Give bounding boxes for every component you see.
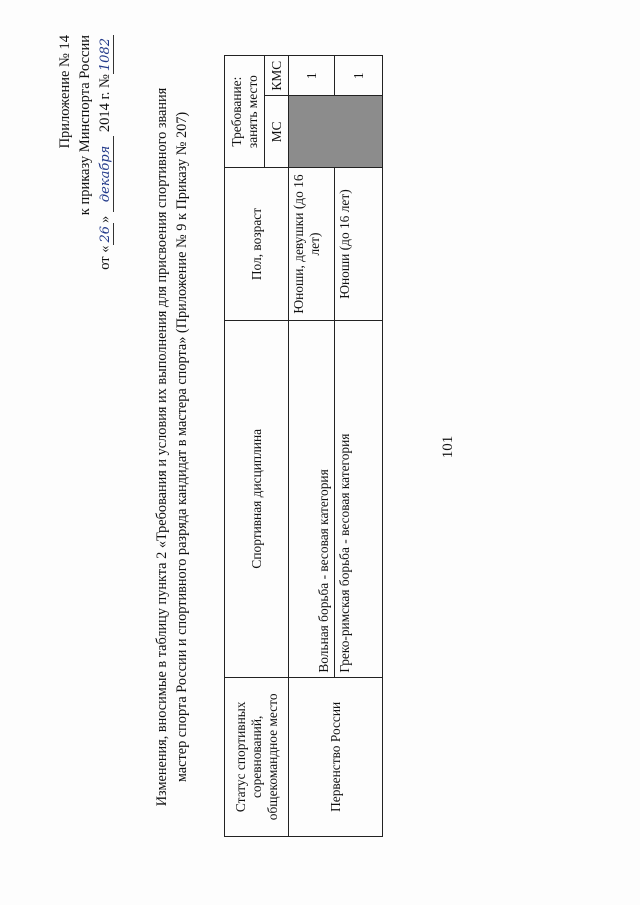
appendix-order: к приказу Минспорта России — [77, 35, 93, 216]
header-requirement: Требование: занять место — [225, 56, 265, 168]
order-number-handwritten: 1082 — [98, 35, 114, 74]
cell-status: Первенство России — [289, 677, 383, 836]
date-from-label: от « — [97, 245, 113, 270]
date-year-label: 2014 г. № — [97, 74, 113, 133]
heading-line-2: мастер спорта России и спортивного разряда кандидат в мастера спорта» (Приложение № 9 к Приказу № 207) — [174, 111, 190, 783]
cell-discipline: Греко-римская борьба - весовая категория — [335, 320, 383, 677]
cell-kms: 1 — [335, 56, 383, 96]
document-heading — [152, 57, 192, 837]
cell-gender-age: Юноши, девушки (до 16 лет) — [289, 168, 335, 321]
appendix-block — [55, 35, 116, 285]
date-day-handwritten: 26 — [98, 223, 114, 246]
appendix-title: Приложение № 14 — [57, 35, 73, 149]
table-header-row — [225, 56, 265, 837]
requirements-table — [224, 55, 383, 837]
header-kms: КМС — [265, 56, 289, 96]
cell-gender-age: Юноши (до 16 лет) — [335, 168, 383, 321]
cell-ms-shaded — [289, 96, 383, 168]
header-discipline: Спортивная дисциплина — [225, 320, 289, 677]
header-status: Статус спортивных соревнований, общекомандное место — [225, 677, 289, 836]
cell-kms: 1 — [289, 56, 335, 96]
cell-discipline: Вольная борьба - весовая категория — [289, 320, 335, 677]
date-month-handwritten: декабря — [98, 136, 114, 212]
table-row — [289, 56, 335, 837]
header-ms: МС — [265, 96, 289, 168]
date-day-close: » — [97, 215, 113, 223]
header-gender-age: Пол, возраст — [225, 168, 289, 321]
appendix-date-line — [95, 35, 116, 285]
heading-line-1: Изменения, вносимые в таблицу пункта 2 «Требования и условия их выполнения для присвоения спортивного звания — [154, 87, 170, 807]
page-number: 101 — [440, 435, 456, 459]
